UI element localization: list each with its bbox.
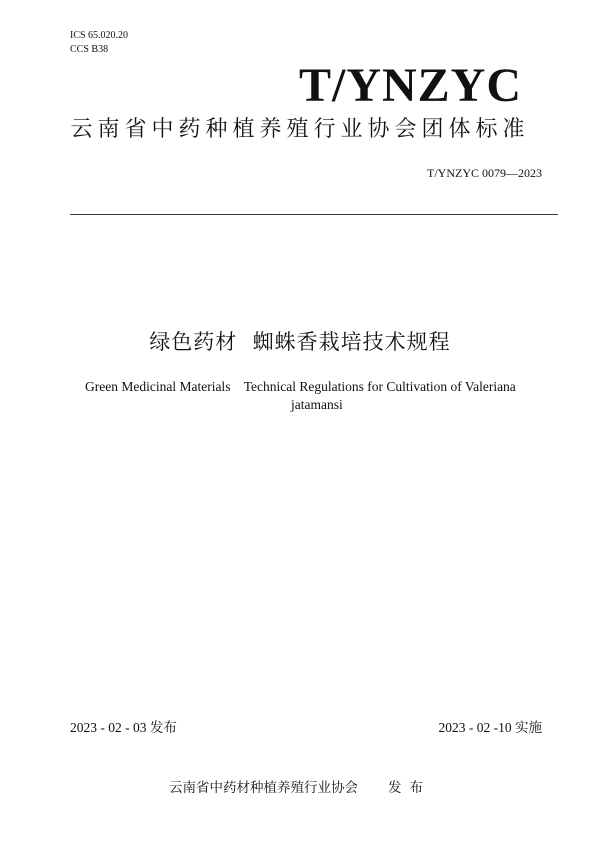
implementation-date-value: 2023 - 02 -10 [438, 720, 515, 735]
organization-title: 云南省中药种植养殖行业协会团体标准 [70, 117, 530, 142]
title-english-line1: Green Medicinal Materials Technical Regulations for Cultivation of Valeriana [85, 379, 516, 394]
title-chinese: 绿色药材 蜘蛛香栽培技术规程 [149, 330, 451, 354]
publisher-action: 发布 [388, 780, 431, 796]
ccs-code: CCS B38 [70, 44, 109, 55]
title-english-line2: jatamansi [291, 397, 343, 412]
standard-logo: T/YNZYC [298, 59, 522, 112]
ics-code: ICS 65.020.20 [70, 30, 129, 41]
implementation-date-label: 实施 [515, 720, 542, 736]
publisher-name: 云南省中药材种植养殖行业协会 [169, 780, 358, 796]
issue-date-value: 2023 - 02 - 03 [70, 720, 150, 735]
standard-number: T/YNZYC 0079—2023 [427, 166, 542, 180]
header-divider [70, 214, 558, 215]
implementation-date [439, 716, 543, 736]
issue-date [70, 716, 177, 736]
title-english [85, 378, 547, 414]
issue-date-label: 发布 [149, 720, 177, 736]
publisher [0, 776, 600, 796]
